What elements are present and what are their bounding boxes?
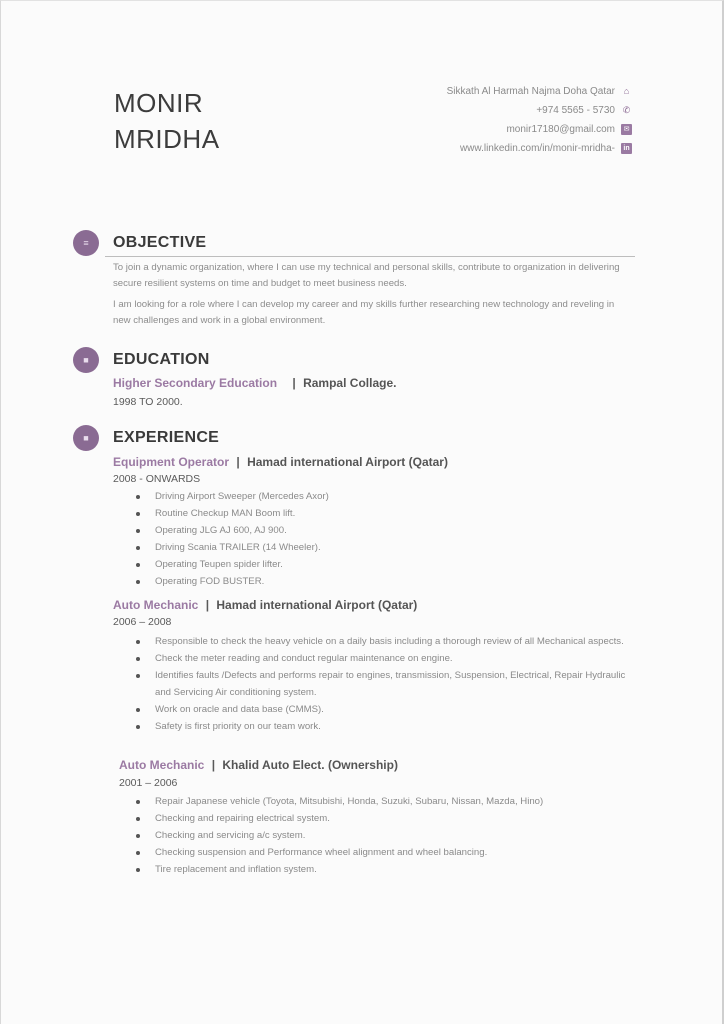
contact-email: [447, 120, 632, 139]
job-role: Equipment Operator: [113, 455, 230, 469]
list-item: Routine Checkup MAN Boom lift.: [133, 505, 633, 522]
list-item: Responsible to check the heavy vehicle on a daily basis including a thorough review of all Mechanical aspects.: [133, 633, 633, 650]
objective-paragraph-2: I am looking for a role where I can develop my career and my skills further researching new technology and reveling in new challenges and work in a global environment.: [113, 299, 615, 326]
experience-entry-3-heading: [119, 758, 398, 772]
last-name: MRIDHA: [114, 124, 220, 154]
experience-entry-1-bullets: [133, 488, 633, 590]
list-item: Tire replacement and inflation system.: [133, 861, 633, 878]
contact-address: [447, 82, 632, 101]
experience-entry-1-dates: 2008 - ONWARDS: [113, 473, 201, 485]
list-item: Driving Scania TRAILER (14 Wheeler).: [133, 539, 633, 556]
job-role: Auto Mechanic: [113, 598, 199, 612]
list-item: Operating FOD BUSTER.: [133, 573, 633, 590]
list-item: Checking and repairing electrical system.: [133, 810, 633, 827]
job-separator: |: [205, 598, 210, 612]
education-dates: 1998 TO 2000.: [113, 396, 183, 408]
objective-icon: ≡: [73, 230, 99, 256]
address-text: Sikkath Al Harmah Najma Doha Qatar: [446, 86, 615, 97]
list-item: Check the meter reading and conduct regular maintenance on engine.: [133, 650, 633, 667]
experience-entry-3-bullets: [133, 793, 633, 878]
education-school: Rampal Collage.: [303, 376, 397, 390]
job-separator: |: [211, 758, 216, 772]
objective-divider: [105, 256, 635, 257]
education-icon: ■: [73, 347, 99, 373]
email-icon: ✉: [621, 124, 632, 135]
experience-icon: ■: [73, 425, 99, 451]
job-role: Auto Mechanic: [119, 758, 205, 772]
job-org: Khalid Auto Elect. (Ownership): [222, 758, 398, 772]
list-item: Repair Japanese vehicle (Toyota, Mitsubishi, Honda, Suzuki, Subaru, Nissan, Mazda, Hino): [133, 793, 633, 810]
experience-entry-1-heading: [113, 455, 448, 469]
education-separator: |: [292, 376, 296, 390]
job-separator: |: [236, 455, 240, 469]
list-item: Identifies faults /Defects and performs repair to engines, transmission, Suspension, Electrical, Repair Hydraulic and Servicing Air conditioning system.: [133, 667, 633, 701]
experience-entry-2-bullets: [133, 633, 633, 735]
list-item: Checking suspension and Performance wheel alignment and wheel balancing.: [133, 844, 633, 861]
candidate-name: [114, 85, 220, 157]
contact-block: [447, 82, 632, 158]
contact-phone: [447, 101, 632, 120]
objective-title: OBJECTIVE: [113, 234, 207, 251]
linkedin-text: www.linkedin.com/in/monir-mridha-: [459, 143, 615, 154]
list-item: Operating Teupen spider lifter.: [133, 556, 633, 573]
education-entry-heading: [113, 376, 396, 390]
experience-entry-3-dates: 2001 – 2006: [119, 777, 178, 789]
experience-title: EXPERIENCE: [113, 429, 220, 446]
job-org: Hamad international Airport (Qatar): [247, 455, 448, 469]
home-icon: ⌂: [623, 86, 630, 96]
contact-linkedin: [447, 139, 632, 158]
education-title: EDUCATION: [113, 351, 210, 368]
list-item: Driving Airport Sweeper (Mercedes Axor): [133, 488, 633, 505]
education-degree: Higher Secondary Education: [113, 376, 278, 390]
objective-paragraph-1: To join a dynamic organization, where I can use my technical and personal skills, contribute to organization in delivering secure resilient systems on time and budget to meet business needs.: [113, 262, 620, 289]
email-text: monir17180@gmail.com: [506, 124, 615, 135]
first-name: MONIR: [114, 88, 204, 118]
list-item: Checking and servicing a/c system.: [133, 827, 633, 844]
list-item: Operating JLG AJ 600, AJ 900.: [133, 522, 633, 539]
experience-entry-2-heading: [113, 598, 417, 612]
list-item: Work on oracle and data base (CMMS).: [133, 701, 633, 718]
list-item: Safety is first priority on our team work.: [133, 718, 633, 735]
phone-text: +974 5565 - 5730: [536, 105, 615, 116]
job-org: Hamad international Airport (Qatar): [216, 598, 418, 612]
experience-entry-2-dates: 2006 – 2008: [113, 616, 172, 628]
phone-icon: ✆: [622, 105, 631, 115]
linkedin-icon: in: [621, 143, 632, 154]
